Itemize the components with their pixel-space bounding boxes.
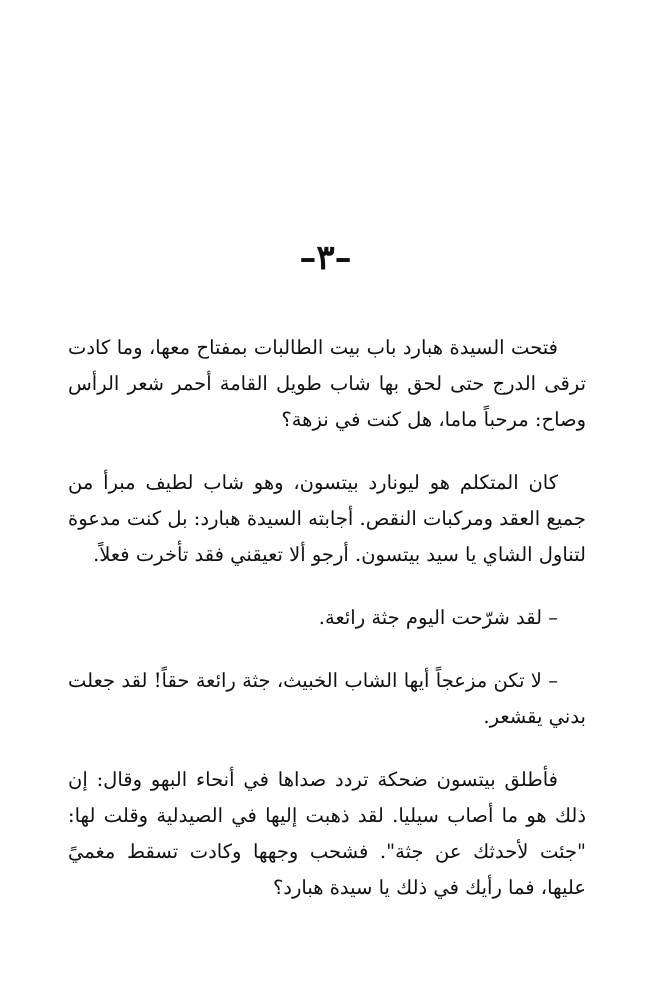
paragraph-1: فتحت السيدة هبارد باب بيت الطالبات بمفتاح معها، وما كادت ترقى الدرج حتى لحق بها شاب طويل القامة أحمر شعر الرأس وصاح: مرحباً ماما، هل كنت في نزهة؟ bbox=[68, 336, 586, 431]
chapter-body bbox=[68, 330, 586, 933]
paragraph-3-dialogue: – لقد شرّحت اليوم جثة رائعة. bbox=[318, 606, 558, 629]
paragraph-4-dialogue: – لا تكن مزعجاً أيها الشاب الخبيث، جثة رائعة حقاً! لقد جعلت بدني يقشعر. bbox=[68, 669, 586, 728]
chapter-number: –٣– bbox=[299, 238, 352, 278]
paragraph-5: فأطلق بيتسون ضحكة تردد صداها في أنحاء البهو وقال: إن ذلك هو ما أصاب سيليا. لقد ذهبت إليها في الصيدلية وقلت لها: "جئت لأحدثك عن جثة". فشحب وجهها وكادت تسقط مغميً عليها، فما رأيك في ذلك يا سيدة هبارد؟ bbox=[68, 768, 586, 899]
paragraph-2: كان المتكلم هو ليونارد بيتسون، وهو شاب لطيف مبرأ من جميع العقد ومركبات النقص. أجابته السيدة هبارد: بل كنت مدعوة لتناول الشاي يا سيد بيتسون. أرجو ألا تعيقني فقد تأخرت فعلاً. bbox=[68, 471, 586, 566]
